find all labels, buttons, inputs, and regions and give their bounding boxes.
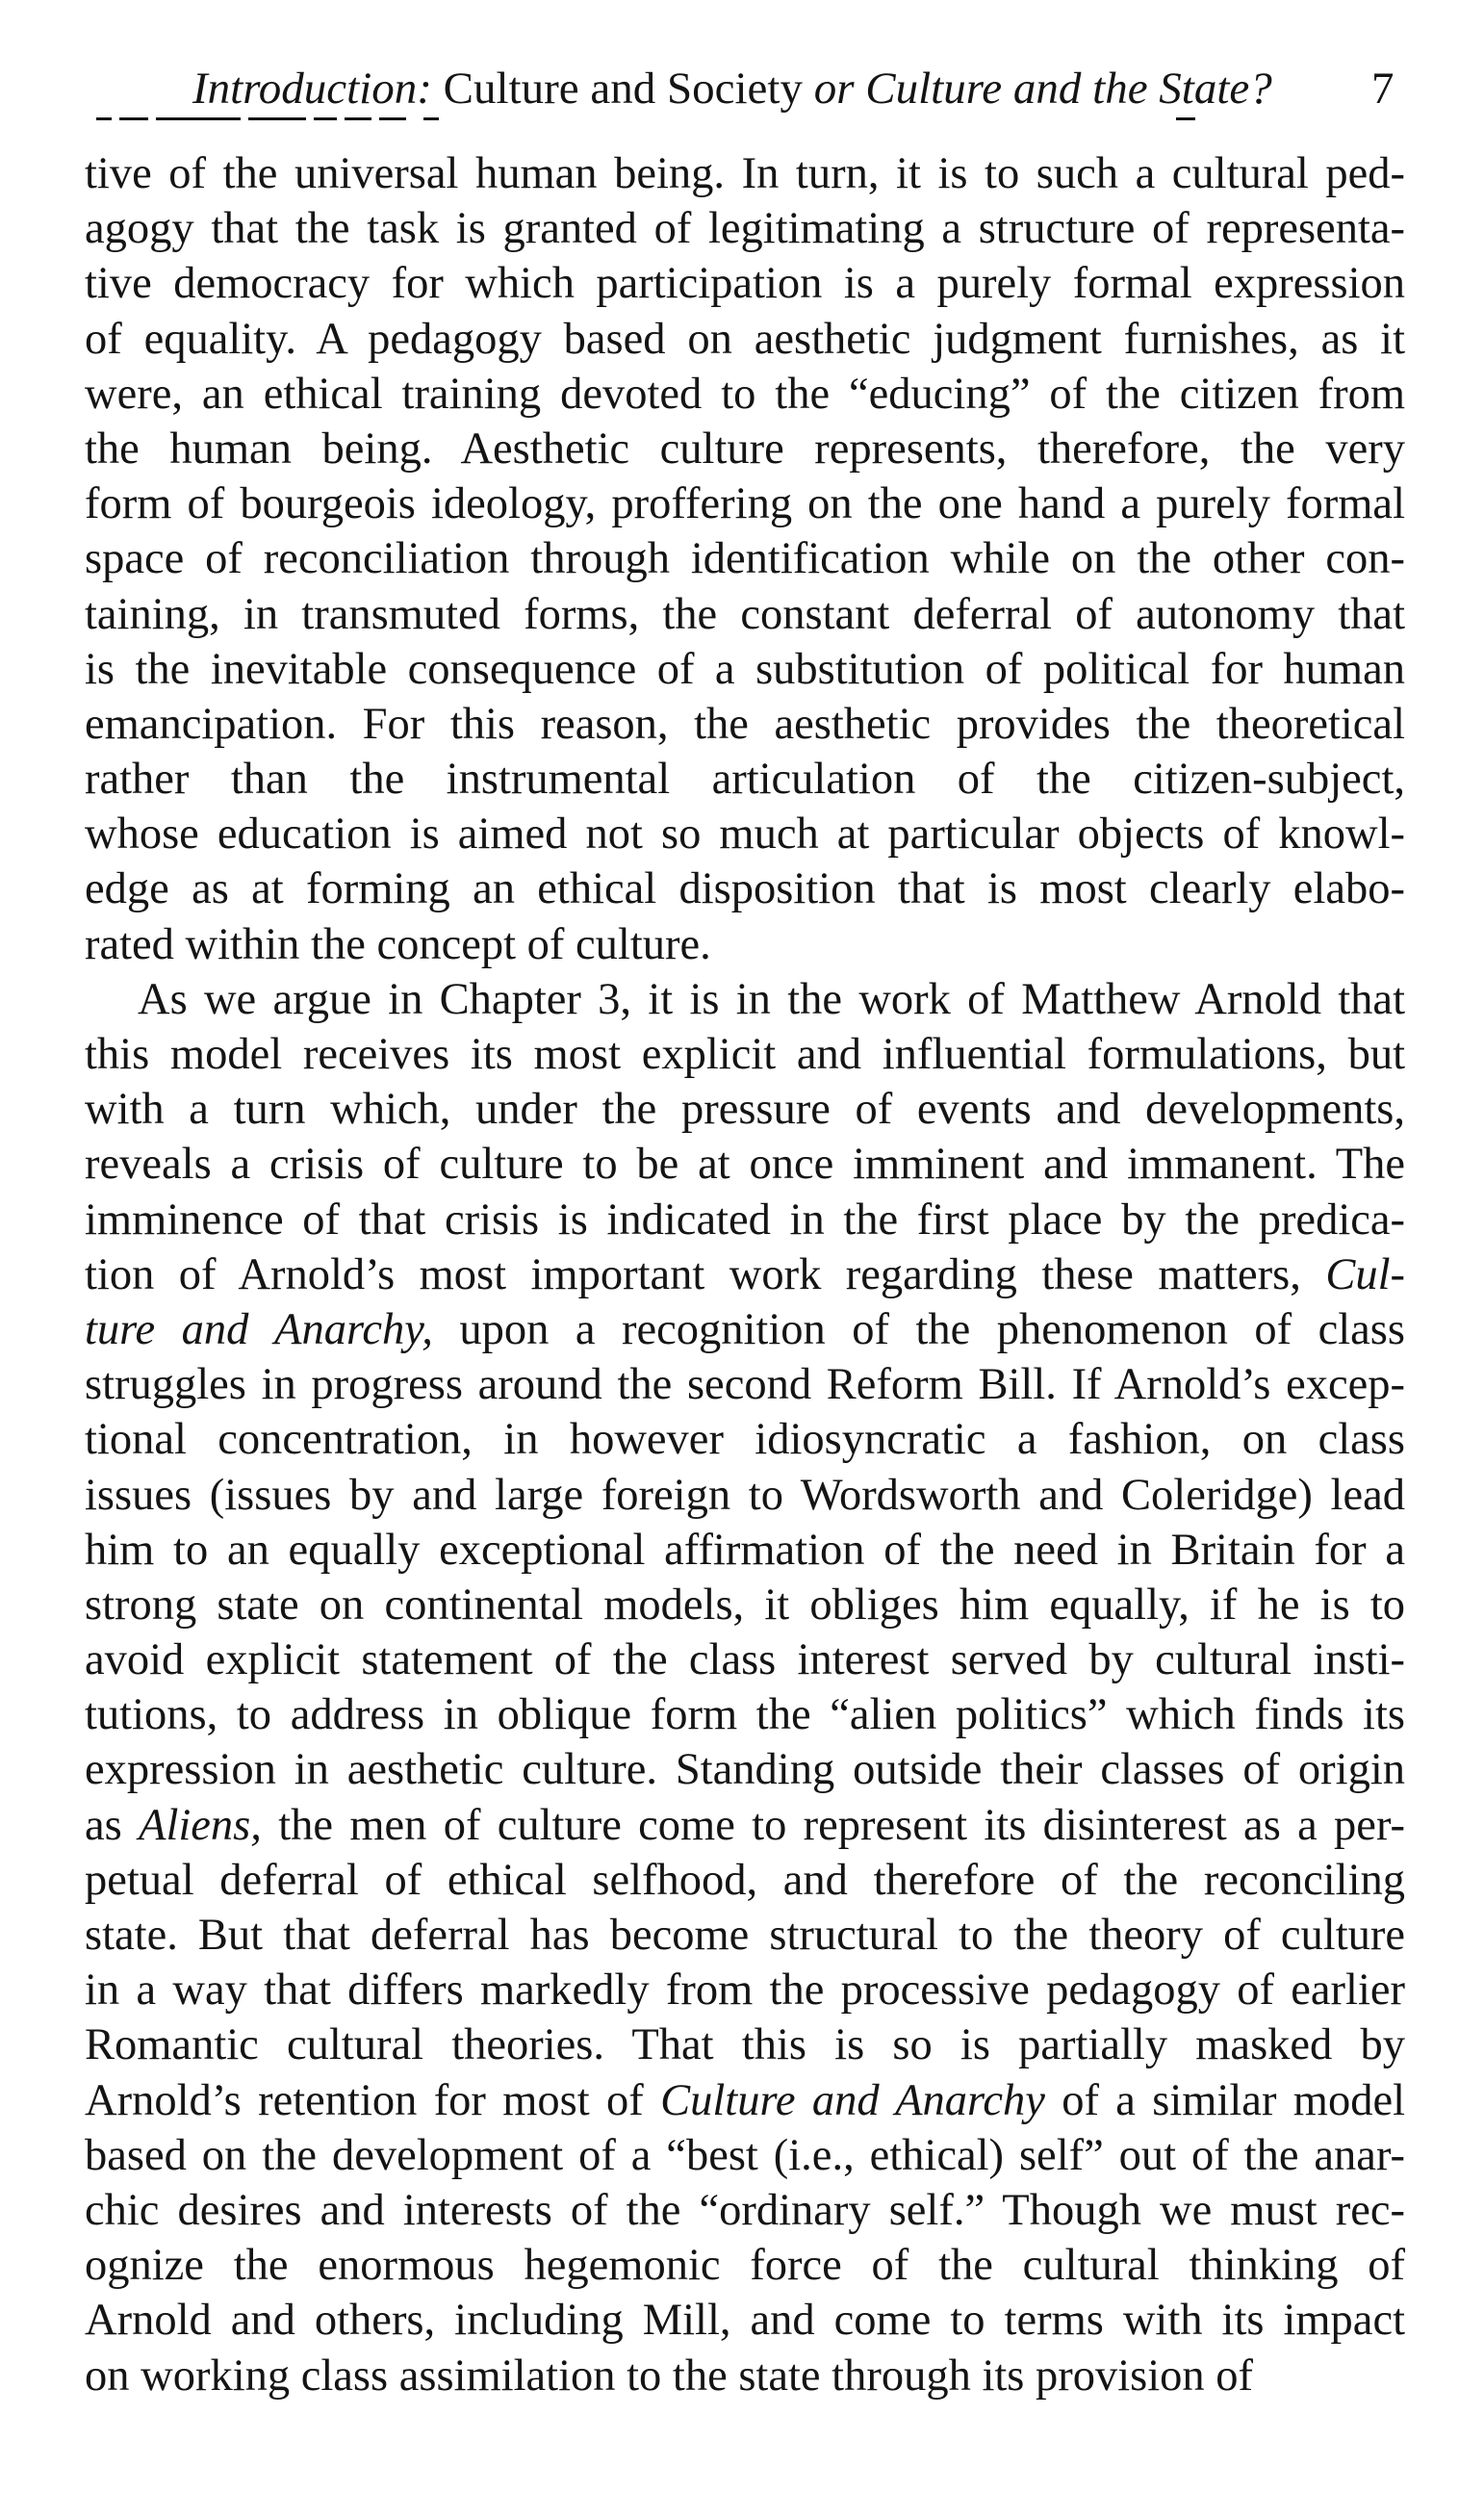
text-segment: struggles in progress around the second Reform Bill. If Arnold’s excep- — [85, 1360, 1405, 1410]
header-underline — [314, 117, 337, 120]
text-line — [85, 2073, 1405, 2128]
text-segment: tion of Arnold’s most important work regarding these matters, — [85, 1249, 1326, 1299]
body-text — [85, 146, 1405, 2403]
text-line — [85, 752, 1405, 807]
text-segment: with a turn which, under the pressure of events and developments, — [85, 1085, 1405, 1135]
text-line — [85, 972, 1405, 1027]
text-segment: issues (issues by and large foreign to Wordsworth and Coleridge) lead — [85, 1470, 1405, 1520]
text-segment: form of bourgeois ideology, proffering on the one hand a purely formal — [85, 479, 1405, 529]
text-segment: avoid explicit statement of the class interest served by cultural insti- — [85, 1635, 1405, 1685]
running-head-part-3: or — [813, 64, 855, 114]
text-line — [85, 256, 1405, 311]
text-line — [85, 1082, 1405, 1137]
text-segment: petual deferral of ethical selfhood, and therefore of the reconciling — [85, 1855, 1405, 1905]
text-line — [85, 917, 1405, 972]
text-segment: Aliens, — [139, 1800, 262, 1850]
text-segment: chic desires and interests of the “ordinary self.” Though we must rec- — [85, 2185, 1405, 2235]
text-segment: tive of the universal human being. In turn, it is to such a cultural ped- — [85, 149, 1405, 198]
text-segment: of a similar model — [1044, 2075, 1406, 2125]
text-line — [85, 531, 1405, 586]
text-line — [85, 2128, 1405, 2183]
text-segment: ture and Anarchy, — [85, 1304, 433, 1354]
text-segment: edge as at forming an ethical disposition that is most clearly elabo- — [85, 864, 1405, 914]
text-line — [85, 2349, 1405, 2403]
running-head — [192, 50, 1405, 127]
text-line — [85, 2017, 1405, 2072]
text-segment: rated within the concept of culture. — [85, 919, 711, 969]
text-line — [85, 312, 1405, 367]
text-segment: Cul- — [1325, 1249, 1405, 1299]
text-line — [85, 1302, 1405, 1357]
page-number: 7 — [1371, 64, 1394, 114]
text-segment: the human being. Aesthetic culture represents, therefore, the very — [85, 424, 1405, 474]
running-head-part-4: Culture and the State? — [854, 64, 1272, 114]
text-line — [85, 1687, 1405, 1742]
text-segment: in a way that differs markedly from the processive pedagogy of earlier — [85, 1966, 1405, 2016]
text-line — [85, 1468, 1405, 1523]
text-line — [85, 2183, 1405, 2238]
text-segment: upon a recognition of the phenomenon of class — [432, 1304, 1405, 1354]
text-segment: him to an equally exceptional affirmation of the need in Britain for a — [85, 1525, 1405, 1575]
text-line — [85, 807, 1405, 861]
text-line — [85, 2293, 1405, 2348]
text-segment: the men of culture come to represent its disinterest as a per- — [261, 1800, 1405, 1850]
running-head-part-1: Introduction: — [192, 64, 432, 114]
text-line — [85, 1137, 1405, 1192]
text-segment: ognize the enormous hegemonic force of the cultural thinking of — [85, 2241, 1405, 2291]
text-segment: reveals a crisis of culture to be at once imminent and immanent. The — [85, 1140, 1405, 1190]
text-line — [85, 587, 1405, 642]
text-segment: Arnold’s retention for most of — [85, 2075, 661, 2125]
text-segment: tutions, to address in oblique form the “alien politics” which finds its — [85, 1690, 1405, 1740]
header-underline — [1176, 117, 1195, 120]
header-underline — [119, 117, 148, 120]
text-line — [85, 476, 1405, 531]
running-head-part-2: Culture and Society — [431, 64, 814, 114]
text-line — [85, 367, 1405, 422]
header-underline — [248, 117, 306, 120]
text-line — [85, 1963, 1405, 2017]
text-line — [85, 422, 1405, 476]
text-line — [85, 1412, 1405, 1467]
header-underline — [379, 117, 406, 120]
header-underline — [96, 117, 112, 120]
text-line — [85, 2238, 1405, 2293]
text-segment: were, an ethical training devoted to the “educing” of the citizen from — [85, 369, 1405, 419]
text-segment: agogy that the task is granted of legitimating a structure of representa- — [85, 204, 1405, 254]
header-underline — [156, 117, 241, 120]
text-segment: of equality. A pedagogy based on aesthetic judgment furnishes, as it — [85, 314, 1405, 364]
text-segment: strong state on continental models, it obliges him equally, if he is to — [85, 1580, 1405, 1630]
header-underline — [423, 117, 439, 120]
text-segment: tive democracy for which participation is a purely formal expression — [85, 259, 1405, 309]
text-segment: emancipation. For this reason, the aesthetic provides the theoretical — [85, 699, 1405, 749]
text-line — [85, 1027, 1405, 1082]
text-segment: is the inevitable consequence of a substitution of political for human — [85, 644, 1405, 694]
text-segment: this model receives its most explicit and influential formulations, but — [85, 1030, 1405, 1079]
text-line — [85, 1798, 1405, 1853]
text-segment: expression in aesthetic culture. Standing outside their classes of origin — [85, 1745, 1405, 1795]
text-line — [85, 146, 1405, 201]
text-line — [85, 1357, 1405, 1412]
text-line — [85, 1853, 1405, 1908]
text-segment: Culture and Anarchy — [660, 2075, 1045, 2125]
text-line — [85, 642, 1405, 697]
text-segment: tional concentration, in however idiosyncratic a fashion, on class — [85, 1415, 1405, 1465]
text-segment: rather than the instrumental articulation of the citizen-subject, — [85, 755, 1405, 805]
text-segment: Romantic cultural theories. That this is so is partially masked by — [85, 2020, 1405, 2070]
text-line — [85, 861, 1405, 916]
text-line — [85, 1742, 1405, 1797]
text-line — [85, 1632, 1405, 1687]
text-line — [85, 1578, 1405, 1632]
text-line — [85, 1523, 1405, 1578]
text-line — [85, 1193, 1405, 1247]
text-segment: on working class assimilation to the state through its provision of — [85, 2351, 1254, 2401]
text-segment: space of reconciliation through identification while on the other con- — [85, 534, 1405, 584]
text-segment: As we argue in Chapter 3, it is in the work of Matthew Arnold that — [138, 974, 1405, 1024]
text-line — [85, 1908, 1405, 1963]
text-line — [85, 1247, 1405, 1302]
text-segment: state. But that deferral has become structural to the theory of culture — [85, 1911, 1405, 1960]
text-line — [85, 201, 1405, 256]
text-line — [85, 697, 1405, 752]
text-segment: as — [85, 1800, 140, 1850]
text-segment: taining, in transmuted forms, the constant deferral of autonomy that — [85, 589, 1405, 639]
text-segment: whose education is aimed not so much at particular objects of knowl- — [85, 809, 1405, 860]
header-underline — [345, 117, 371, 120]
text-segment: imminence of that crisis is indicated in the first place by the predica- — [85, 1195, 1405, 1245]
text-segment: based on the development of a “best (i.e., ethical) self” out of the anar- — [85, 2130, 1405, 2180]
text-segment: Arnold and others, including Mill, and come to terms with its impact — [85, 2296, 1405, 2346]
